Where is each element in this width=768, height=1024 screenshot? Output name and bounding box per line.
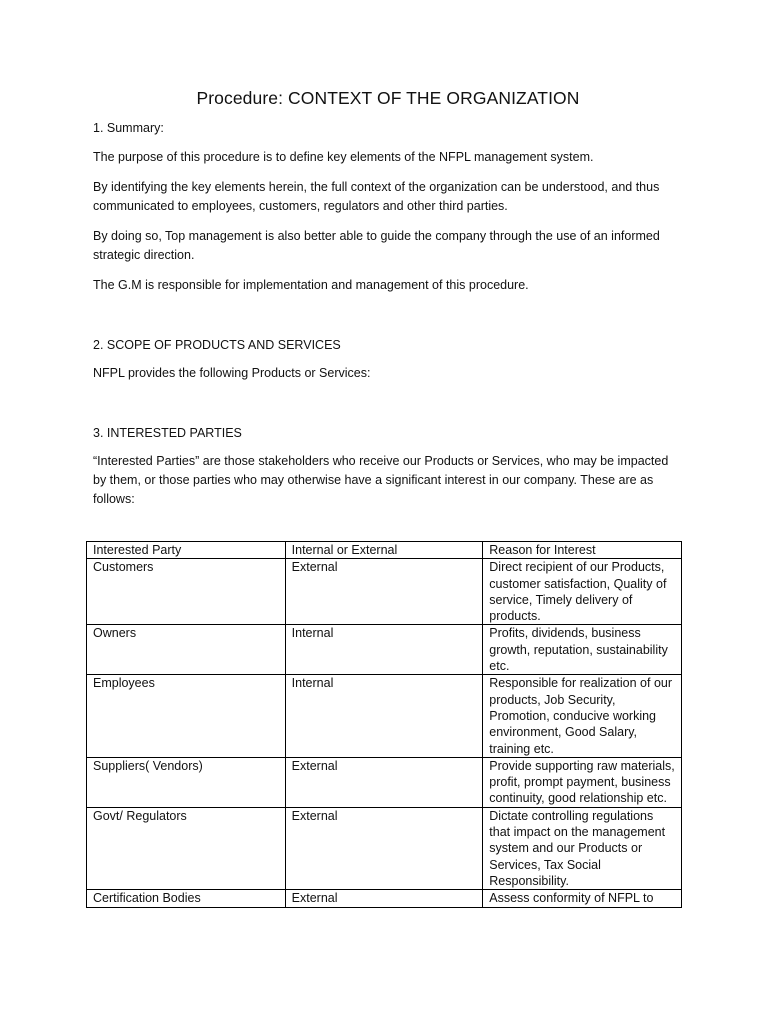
table-cell-type: Internal — [285, 625, 483, 675]
table-cell-reason: Direct recipient of our Products, customer satisfaction, Quality of service, Timely delivery of products. — [483, 559, 682, 625]
table-header-row — [87, 542, 682, 559]
interested-parties-table — [86, 541, 682, 908]
table-cell-type: External — [285, 807, 483, 889]
table-cell-party: Customers — [87, 559, 286, 625]
table-row — [87, 675, 682, 757]
table-row — [87, 625, 682, 675]
table-cell-type: External — [285, 890, 483, 907]
table-cell-type: External — [285, 559, 483, 625]
document-body — [93, 88, 683, 509]
table-cell-reason: Profits, dividends, business growth, reputation, sustainability etc. — [483, 625, 682, 675]
summary-paragraph: By identifying the key elements herein, the full context of the organization can be understood, and thus communicated to employees, customers, regulators and other third parties. — [93, 180, 660, 213]
summary-paragraph: The purpose of this procedure is to define key elements of the NFPL management system. — [93, 150, 594, 164]
table-cell-party: Suppliers( Vendors) — [87, 757, 286, 807]
table-header-cell: Interested Party — [87, 542, 286, 559]
table-cell-reason: Provide supporting raw materials, profit, prompt payment, business continuity, good relationship etc. — [483, 757, 682, 807]
table-cell-type: Internal — [285, 675, 483, 757]
table-header-cell: Reason for Interest — [483, 542, 682, 559]
page-title: Procedure: CONTEXT OF THE ORGANIZATION — [196, 88, 580, 108]
table-row — [87, 757, 682, 807]
table-cell-party: Employees — [87, 675, 286, 757]
table-cell-reason: Assess conformity of NFPL to — [483, 890, 682, 907]
table-row — [87, 559, 682, 625]
table-cell-party: Govt/ Regulators — [87, 807, 286, 889]
summary-paragraph: By doing so, Top management is also better able to guide the company through the use of an informed strategic direction. — [93, 229, 660, 262]
table-row — [87, 890, 682, 907]
scope-heading: 2. SCOPE OF PRODUCTS AND SERVICES — [93, 338, 341, 352]
table-cell-type: External — [285, 757, 483, 807]
table-cell-reason: Responsible for realization of our products, Job Security, Promotion, conducive working environment, Good Salary, training etc. — [483, 675, 682, 757]
table-cell-reason: Dictate controlling regulations that impact on the management system and our Products or Services, Tax Social Responsibility. — [483, 807, 682, 889]
summary-heading: 1. Summary: — [93, 121, 164, 135]
interested-parties-heading: 3. INTERESTED PARTIES — [93, 426, 242, 440]
table-row — [87, 807, 682, 889]
scope-paragraph: NFPL provides the following Products or Services: — [93, 366, 371, 380]
table-cell-party: Certification Bodies — [87, 890, 286, 907]
interested-parties-paragraph: “Interested Parties” are those stakeholders who receive our Products or Services, who may be impacted by them, or those parties who may otherwise have a significant interest in our company. These are as follows: — [93, 454, 669, 506]
table-header-cell: Internal or External — [285, 542, 483, 559]
summary-paragraph: The G.M is responsible for implementation and management of this procedure. — [93, 278, 529, 292]
table-cell-party: Owners — [87, 625, 286, 675]
